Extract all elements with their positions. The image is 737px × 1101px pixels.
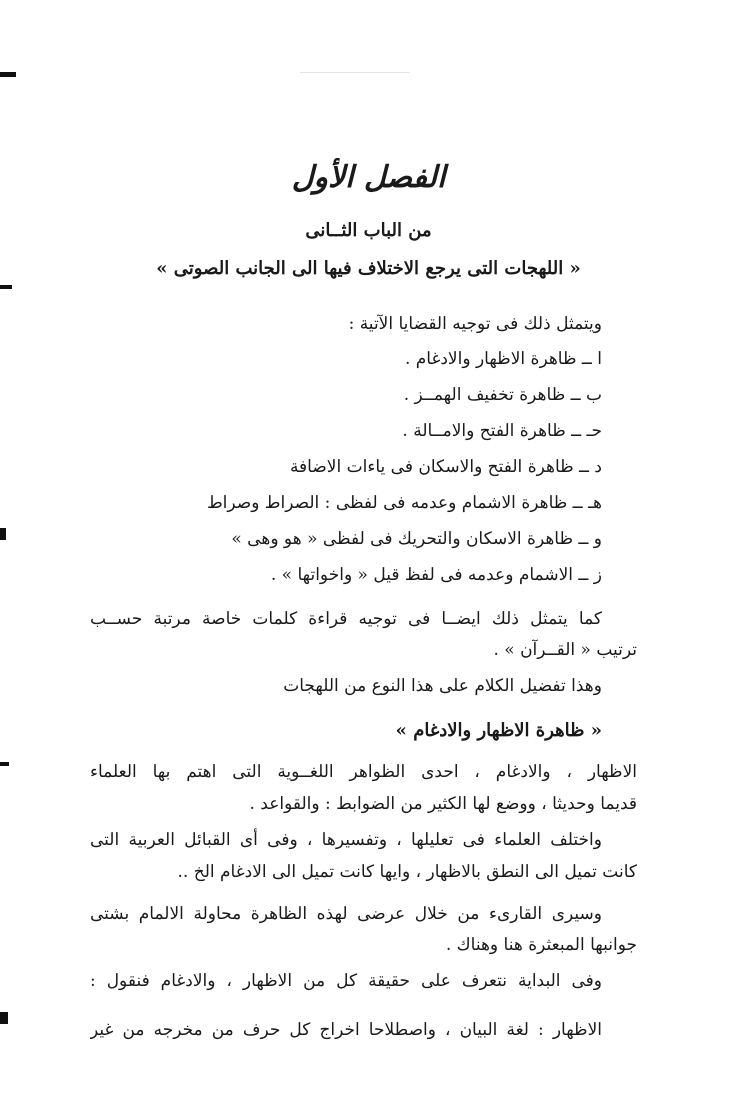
paragraph-line: ترتيب « القــرآن » .	[493, 640, 637, 660]
list-item: حـ ــ ظاهرة الفتح والامــالة .	[402, 421, 602, 441]
paragraph-line: كانت تميل الى النطق بالاظهار ، وايها كانت تميل الى الادغام الخ ..	[177, 862, 637, 882]
intro-line: ويتمثل ذلك فى توجيه القضايا الآتية :	[348, 314, 602, 334]
paragraph-line: وهذا تفضيل الكلام على هذا النوع من اللهجات	[283, 676, 602, 696]
paragraph-line: واختلف العلماء فى تعليلها ، وتفسيرها ، وفى أى القبائل العربية التى	[90, 830, 602, 850]
paragraph-line: الاظهار : لغة البيان ، واصطلاحا اخراج كل حرف من مخرجه من غير	[90, 1020, 602, 1040]
section-heading: « ظاهرة الاظهار والادغام »	[395, 720, 602, 741]
chapter-title: الفصل الأول	[291, 160, 446, 195]
chapter-heading: « اللهجات التى يرجع الاختلاف فيها الى الجانب الصوتى »	[156, 258, 581, 279]
list-item: ب ــ ظاهرة تخفيف الهمــز .	[403, 385, 602, 405]
list-item: و ــ ظاهرة الاسكان والتحريك فى لفظى « هو وهى »	[231, 529, 602, 549]
paragraph-line: الاظهار ، والادغام ، احدى الظواهر اللغــوية التى اهتم بها العلماء	[90, 762, 637, 782]
list-item: ز ــ الاشمام وعدمه فى لفظ قيل « واخواتها » .	[270, 565, 602, 585]
paragraph-line: قديما وحديثا ، ووضع لها الكثير من الضوابط : والقواعد .	[249, 794, 637, 814]
paragraph-line: وسيرى القارىء من خلال عرضى لهذه الظاهرة محاولة الالمام بشتى	[90, 904, 602, 924]
paragraph-line: كما يتمثل ذلك ايضــا فى توجيه قراءة كلمات خاصة مرتبة حســب	[90, 609, 602, 629]
list-item: د ــ ظاهرة الفتح والاسكان فى ياءات الاضافة	[289, 457, 602, 477]
list-item: ا ــ ظاهرة الاظهار والادغام .	[404, 349, 602, 369]
section-subtitle: من الباب الثــانى	[305, 220, 432, 241]
paragraph-line: وفى البداية نتعرف على حقيقة كل من الاظهار ، والادغام فنقول :	[90, 971, 602, 991]
paragraph-line: جوانبها المبعثرة هنا وهناك .	[445, 935, 637, 955]
list-item: هـ ــ ظاهرة الاشمام وعدمه فى لفظى : الصراط وصراط	[206, 493, 602, 513]
